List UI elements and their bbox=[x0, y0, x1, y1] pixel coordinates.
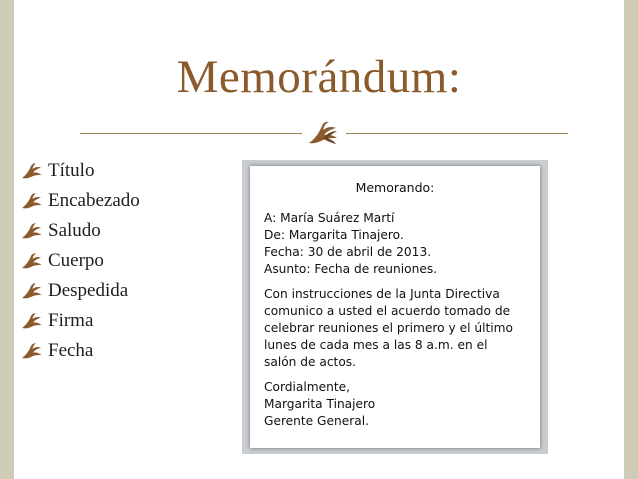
bullet-label: Encabezado bbox=[48, 190, 140, 211]
title-divider-left bbox=[80, 133, 302, 134]
bullet-label: Cuerpo bbox=[48, 250, 104, 271]
bullet-label: Saludo bbox=[48, 220, 101, 241]
bullet-list bbox=[20, 160, 140, 370]
bullet-label: Título bbox=[48, 160, 95, 181]
memo-body-line: celebrar reuniones el primero y el último bbox=[264, 321, 513, 335]
memo-image bbox=[250, 166, 540, 448]
memo-text bbox=[264, 210, 534, 430]
memo-heading: Memorando: bbox=[355, 180, 435, 195]
list-item bbox=[20, 220, 140, 250]
ornament-icon bbox=[306, 117, 342, 147]
bullet-label: Firma bbox=[48, 310, 94, 331]
list-item bbox=[20, 190, 140, 220]
list-item bbox=[20, 250, 140, 280]
list-item bbox=[20, 280, 140, 310]
ornament-icon bbox=[20, 190, 44, 210]
list-item bbox=[20, 160, 140, 190]
bullet-label: Despedida bbox=[48, 280, 129, 301]
memo-from-line: De: Margarita Tinajero. bbox=[264, 228, 404, 242]
slide-title: Memorándum: bbox=[176, 51, 462, 103]
memo-subject-line: Asunto: Fecha de reuniones. bbox=[264, 262, 438, 276]
memo-signature-name: Margarita Tinajero bbox=[264, 397, 376, 411]
memo-date-line: Fecha: 30 de abril de 2013. bbox=[264, 245, 432, 259]
memo-body-line: comunico a usted el acuerdo tomado de bbox=[264, 304, 511, 318]
ornament-icon bbox=[20, 250, 44, 270]
title-divider-right bbox=[346, 133, 568, 134]
ornament-icon bbox=[20, 160, 44, 180]
memo-body-line: Con instrucciones de la Junta Directiva bbox=[264, 287, 500, 301]
memo-closing-line: Cordialmente, bbox=[264, 380, 350, 394]
slide bbox=[14, 0, 624, 479]
bullet-label: Fecha bbox=[48, 340, 94, 361]
memo-body-line: lunes de cada mes a las 8 a.m. en el bbox=[264, 338, 488, 352]
memo-signature-title: Gerente General. bbox=[264, 414, 369, 428]
memo-body-line: salón de actos. bbox=[264, 355, 356, 369]
list-item bbox=[20, 310, 140, 340]
ornament-icon bbox=[20, 340, 44, 360]
ornament-icon bbox=[20, 310, 44, 330]
list-item bbox=[20, 340, 140, 370]
ornament-icon bbox=[20, 220, 44, 240]
ornament-icon bbox=[20, 280, 44, 300]
memo-to-line: A: María Suárez Martí bbox=[264, 211, 395, 225]
